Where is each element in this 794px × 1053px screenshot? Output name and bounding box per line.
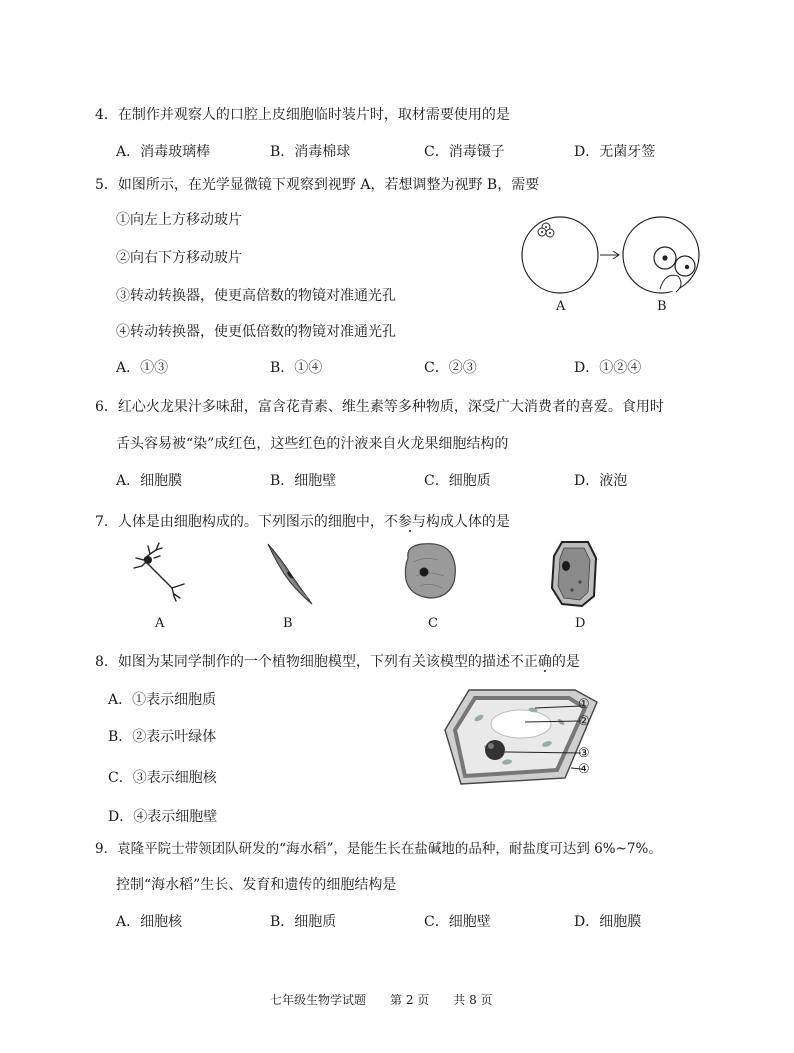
neuron-cell-image (128, 538, 194, 604)
q5-stem: 5．如图所示，在光学显微镜下观察到视野 A，若想调整为视野 B，需要 (95, 177, 540, 193)
q5-option-d[interactable]: D．①②④ (574, 360, 642, 376)
q9-option-d[interactable]: D．细胞膜 (574, 914, 642, 930)
microscope-field-figure (515, 210, 715, 320)
q4-option-d[interactable]: D．无菌牙签 (574, 144, 656, 160)
q4-stem: 4．在制作并观察人的口腔上皮细胞临时装片时，取材需要使用的是 (95, 107, 510, 123)
q7-figure-label-b: B (283, 616, 293, 631)
q7-figure-label-a: A (155, 616, 165, 631)
q9-option-c[interactable]: C．细胞壁 (424, 914, 491, 930)
q7-figure-label-c: C (428, 616, 438, 631)
epithelial-cell-image (398, 538, 464, 604)
q5-option-b[interactable]: B．①④ (270, 360, 323, 376)
q5-option-a[interactable]: A．①③ (116, 360, 169, 376)
q4-option-a[interactable]: A．消毒玻璃棒 (116, 144, 211, 160)
q4-option-c[interactable]: C．消毒镊子 (424, 144, 505, 160)
q8-callout-3: ③ (578, 746, 590, 761)
q5-statement-1: ①向左上方移动玻片 (116, 212, 242, 228)
q8-option-c[interactable]: C．③表示细胞核 (108, 770, 217, 786)
field-a-circle (522, 217, 598, 293)
q4-option-b[interactable]: B．消毒棉球 (270, 144, 351, 160)
plant-cell-model-figure (425, 682, 625, 790)
q6-option-a[interactable]: A．细胞膜 (116, 473, 183, 489)
emphasis-dot (409, 530, 411, 532)
q6-stem-line-1: 6．红心火龙果汁多味甜，富含花青素、维生素等多种物质，深受广大消费者的喜爱。食用时 (95, 399, 664, 415)
q6-option-c[interactable]: C．细胞质 (424, 473, 491, 489)
q9-stem-line-1: 9．袁隆平院士带领团队研发的“海水稻”，是能生长在盐碱地的品种，耐盐度可达到 6%~7%。 (95, 841, 662, 857)
q5-figure-label-a: A (556, 299, 566, 314)
emphasis-dot (544, 670, 546, 672)
plant-cell-image (548, 538, 600, 608)
q5-figure-label-b: B (657, 299, 667, 314)
q8-option-b[interactable]: B．②表示叶绿体 (108, 729, 217, 745)
q8-callout-2: ② (578, 714, 590, 729)
q9-stem-line-2: 控制“海水稻”生长、发育和遗传的细胞结构是 (116, 877, 397, 893)
q5-statement-4: ④转动转换器，使更低倍数的物镜对准通光孔 (116, 324, 396, 340)
q5-option-c[interactable]: C．②③ (424, 360, 477, 376)
q8-stem: 8．如图为某同学制作的一个植物细胞模型，下列有关该模型的描述不正确的是 (95, 654, 580, 670)
q8-callout-4: ④ (578, 762, 590, 777)
q8-option-a[interactable]: A．①表示细胞质 (108, 692, 217, 708)
q5-statement-2: ②向右下方移动玻片 (116, 250, 242, 266)
q6-stem-line-2: 舌头容易被“染”成红色，这些红色的汁液来自火龙果细胞结构的 (116, 436, 509, 452)
q5-statement-3: ③转动转换器，使更高倍数的物镜对准通光孔 (116, 288, 396, 304)
q6-option-d[interactable]: D．液泡 (574, 473, 628, 489)
q9-option-a[interactable]: A．细胞核 (116, 914, 183, 930)
smooth-muscle-cell-image (262, 538, 318, 608)
q7-stem: 7．人体是由细胞构成的。下列图示的细胞中，不参与构成人体的是 (95, 514, 510, 530)
q9-option-b[interactable]: B．细胞质 (270, 914, 337, 930)
q8-callout-1: ① (578, 697, 590, 712)
q6-option-b[interactable]: B．细胞壁 (270, 473, 337, 489)
q7-figure-label-d: D (575, 616, 586, 631)
page-footer: 七年级生物学试题 第 2 页 共 8 页 (270, 993, 493, 1007)
q8-option-d[interactable]: D．④表示细胞壁 (108, 809, 218, 825)
